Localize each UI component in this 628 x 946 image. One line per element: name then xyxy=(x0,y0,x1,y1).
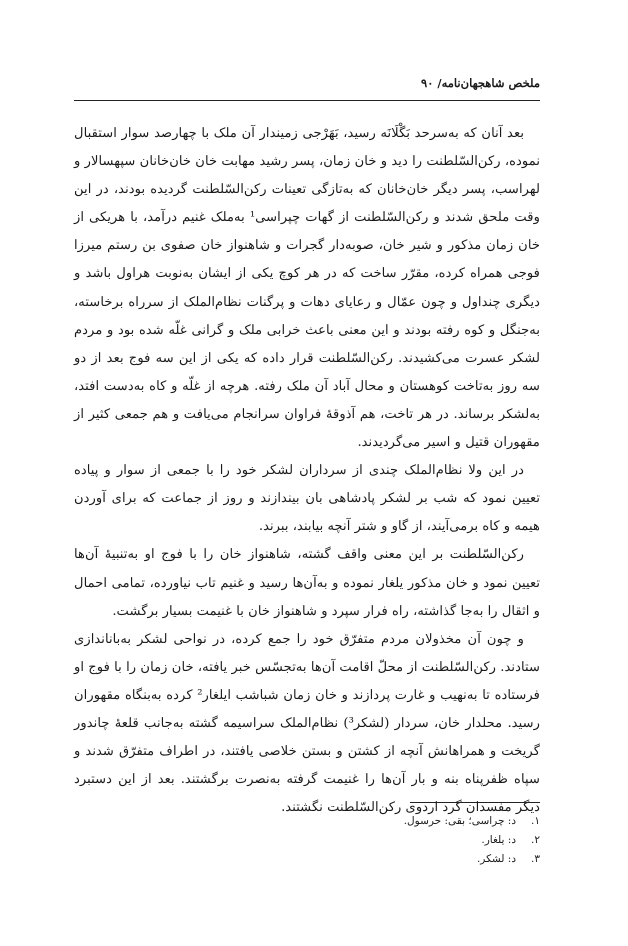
footnote-number: ۲. xyxy=(531,834,540,846)
footnote-2 xyxy=(300,831,540,850)
footnote-3 xyxy=(300,850,540,869)
footnote-text: د: لشکر. xyxy=(476,853,516,865)
footnote-text: د: چراسی؛ بقی: حرسول. xyxy=(403,815,516,827)
main-text xyxy=(74,120,540,822)
running-header: ملخص شاهجهان‌نامه/ ۹۰ xyxy=(421,76,540,90)
paragraph-2: در این ولا نظام‌الملک چندی از سرداران لشکر خود را با جمعی از سوار و پیاده تعیین نمود که شب بر لشکر پادشاهی بان بیندازند و روز از جماعت که برای آوردن هیمه و کاه برمی‌آیند، از گاو و شتر آنچه بیابند، ببرند. xyxy=(74,463,540,535)
footnotes xyxy=(300,812,540,869)
footnote-1 xyxy=(300,812,540,831)
footnote-number: ۱. xyxy=(531,815,540,827)
footnote-number: ۳. xyxy=(531,853,540,865)
paragraph-1: بعد آنان که به‌سرحد بَگْلَانَه رسید، بَهَرْجی زمیندار آن ملک با چهارصد سوار استقبال نموده، رکن‌السّلطنت را دید و خان زمان، پسر رشید مهابت خان خان‌خانان سپهسالار و لهراسب، پسر دیگر خان‌خانان که به‌تازگی تعینات رکن‌السّلطنت گردیده بودند، در این وقت ملحق شدند و رکن‌السّلطنت از گهات چپراسی¹ به‌ملک غنیم درآمد، با هریکی از خان زمان مذکور و شیر خان، صوبه‌دار گجرات و شاهنواز خان صفوی بن رستم میرزا فوجی همراه کرده، مقرّر ساخت که در هر کوچ یکی از ایشان به‌نوبت هراول باشد و دیگری چنداول و چون عمّال و رعایای دهات و پرگنات نظام‌الملک از سرراه برخاسته، به‌جنگل و کوه رفته بودند و این معنی باعث خرابی ملک و گرانی غلّه شده بود و مردم لشکر عسرت می‌کشیدند. رکن‌السّلطنت قرار داده که یکی از این سه فوج بعد از دو سه روز به‌تاخت کوهستان و محال آباد آن ملک رفته. هرچه از غلّه و کاه به‌دست افتد، به‌لشکر برساند. در هر تاخت، هم آذوقهٔ فراوان سرانجام می‌یافت و هم جمعی کثیر از مقهوران قتیل و اسیر می‌گردیدند. xyxy=(74,126,540,451)
paragraph-4: و چون آن مخذولان مردم متفرّق خود را جمع کرده، در نواحی لشکر به‌باناندازی ستادند. رکن‌السّلطنت از محلّ اقامت آن‌ها به‌تجسّس خبر یافته، خان زمان را با فوج او فرستاده تا به‌نهیب و غارت پردازند و خان زمان شباشب ایلغار² کرده به‌بنگاه مقهوران رسید. محلدار خان، سردار (لشکر³) نظام‌الملک سراسیمه گشته به‌جانب قلعهٔ چاندور گریخت و همراهانش آنچه از کشتن و بستن خلاصی یافتند، در اطراف متفرّق شدند و سپاه ظفرپناه بنه و بار آن‌ها را غنیمت گرفته به‌نصرت برگشتند. بعد از این دستبرد دیگر مفسدان گرد اردوی رکن‌السّلطنت نگشتند. xyxy=(74,631,540,816)
footnote-rule xyxy=(410,802,540,803)
header-rule xyxy=(74,100,540,101)
footnote-text: د: یلغار. xyxy=(481,834,516,846)
paragraph-3: رکن‌السّلطنت بر این معنی واقف گشته، شاهنواز خان را با فوج او به‌تنبیهٔ آن‌ها تعیین نمود و خان مذکور یلغار نموده و به‌آن‌ها رسید و غنیم تاب نیاورده، تمامی احمال و اثقال را به‌جا گذاشته، راه فرار سپرد و شاهنواز خان با غنیمت بسیار برگشت. xyxy=(74,547,540,619)
